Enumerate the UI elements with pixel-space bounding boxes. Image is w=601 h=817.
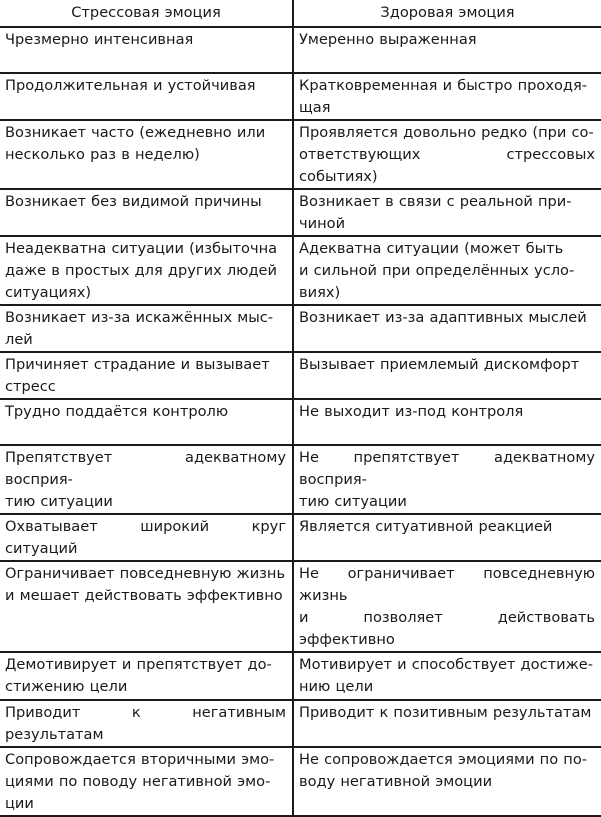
- stress-emotion-cell: Возникает из-за искажённых мыс- лей: [0, 305, 293, 352]
- table-row: [0, 189, 601, 236]
- table-row: [0, 700, 601, 747]
- healthy-emotion-cell: Приводит к позитивным результатам: [293, 700, 601, 747]
- healthy-emotion-cell: Умеренно выраженная: [293, 27, 601, 73]
- header-stress-emotion: Стрессовая эмоция: [0, 0, 293, 27]
- stress-emotion-cell: Охватывает широкий круг ситуаций: [0, 514, 293, 561]
- healthy-emotion-cell: Не ограничивает повседневную жизнь и позволяет действовать эффективно: [293, 561, 601, 652]
- healthy-emotion-cell: Возникает из-за адаптивных мыслей: [293, 305, 601, 352]
- stress-emotion-cell: Демотивирует и препятствует до- стижению цели: [0, 652, 293, 700]
- healthy-emotion-cell: Кратковременная и быстро проходя- щая: [293, 73, 601, 120]
- stress-emotion-cell: Чрезмерно интенсивная: [0, 27, 293, 73]
- healthy-emotion-cell: Адекватна ситуации (может быть и сильной при определённых усло- виях): [293, 236, 601, 305]
- table-row: [0, 399, 601, 445]
- table-row: [0, 561, 601, 652]
- header-healthy-emotion: Здоровая эмоция: [293, 0, 601, 27]
- table-body: [0, 27, 601, 816]
- healthy-emotion-cell: Вызывает приемлемый дискомфорт: [293, 352, 601, 399]
- table-row: [0, 236, 601, 305]
- healthy-emotion-cell: Не выходит из-под контроля: [293, 399, 601, 445]
- stress-emotion-cell: Препятствует адекватному восприя- тию ситуации: [0, 445, 293, 514]
- healthy-emotion-cell: Мотивирует и способствует достиже- нию цели: [293, 652, 601, 700]
- table-row: [0, 352, 601, 399]
- header-row: [0, 0, 601, 27]
- healthy-emotion-cell: Является ситуативной реакцией: [293, 514, 601, 561]
- healthy-emotion-cell: Не сопровождается эмоциями по по- воду негативной эмоции: [293, 747, 601, 816]
- table-row: [0, 27, 601, 73]
- table-row: [0, 305, 601, 352]
- healthy-emotion-cell: Не препятствует адекватному восприя- тию ситуации: [293, 445, 601, 514]
- table-row: [0, 514, 601, 561]
- stress-emotion-cell: Ограничивает повседневную жизнь и мешает действовать эффективно: [0, 561, 293, 652]
- stress-emotion-cell: Трудно поддаётся контролю: [0, 399, 293, 445]
- stress-emotion-cell: Причиняет страдание и вызывает стресс: [0, 352, 293, 399]
- stress-emotion-cell: Продолжительная и устойчивая: [0, 73, 293, 120]
- table-row: [0, 120, 601, 189]
- healthy-emotion-cell: Проявляется довольно редко (при со- ответствующих стрессовых событиях): [293, 120, 601, 189]
- stress-emotion-cell: Возникает без видимой причины: [0, 189, 293, 236]
- stress-emotion-cell: Приводит к негативным результатам: [0, 700, 293, 747]
- table-row: [0, 73, 601, 120]
- stress-emotion-cell: Сопровождается вторичными эмо- циями по поводу негативной эмо- ции: [0, 747, 293, 816]
- stress-emotion-cell: Возникает часто (ежедневно или несколько раз в неделю): [0, 120, 293, 189]
- table-row: [0, 747, 601, 816]
- stress-emotion-cell: Неадекватна ситуации (избыточна даже в простых для других людей ситуациях): [0, 236, 293, 305]
- healthy-emotion-cell: Возникает в связи с реальной при- чиной: [293, 189, 601, 236]
- table-row: [0, 445, 601, 514]
- table-row: [0, 652, 601, 700]
